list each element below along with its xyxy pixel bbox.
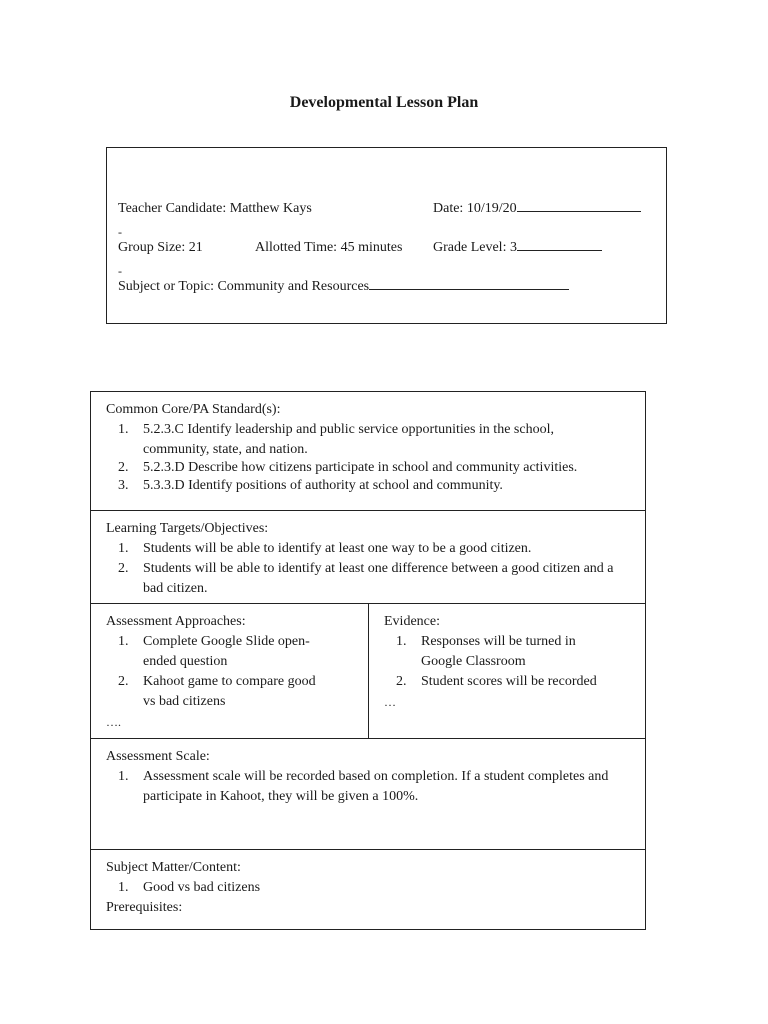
scale-row — [91, 739, 645, 850]
teacher-candidate: Teacher Candidate: Matthew Kays — [118, 201, 312, 216]
lesson-plan-table — [90, 391, 646, 930]
assessment-list — [106, 632, 368, 712]
list-item: 1. Students will be able to identify at least one way to be a good citizen. — [118, 541, 532, 556]
assessment-heading: Assessment Approaches: — [106, 614, 246, 629]
prerequisites-heading: Prerequisites: — [106, 900, 183, 915]
list-item: 1. Good vs bad citizens — [118, 880, 261, 895]
grade-underline — [517, 238, 602, 251]
objectives-row — [91, 511, 645, 604]
subject-field — [118, 277, 569, 297]
date-underline — [517, 199, 641, 212]
list-item: 1. Complete Google Slide open-ended question — [118, 634, 310, 669]
assessment-row — [91, 604, 645, 739]
list-item: 2. Student scores will be recorded — [396, 674, 597, 689]
header-info-box — [106, 147, 667, 324]
objectives-list — [106, 539, 645, 599]
content-heading: Subject Matter/Content: — [106, 860, 241, 875]
dash-mark: - — [118, 225, 122, 239]
objectives-cell — [91, 511, 645, 603]
subject-label: Subject or Topic: Community and Resources — [118, 279, 370, 294]
date-field — [433, 199, 641, 219]
scale-heading: Assessment Scale: — [106, 749, 210, 764]
dash-mark: - — [118, 264, 122, 278]
assessment-ellipsis: …. — [106, 715, 121, 729]
list-item: 3. 5.3.3.D Identify positions of authority at school and community. — [118, 478, 503, 493]
evidence-ellipsis: … — [384, 695, 396, 709]
assessment-cell — [91, 604, 369, 738]
date-label: Date: 10/19/20 — [433, 201, 517, 216]
list-item: 2. Students will be able to identify at least one difference between a good citizen and a bad citizen. — [118, 561, 614, 596]
standards-cell — [91, 392, 645, 510]
allotted-time: Allotted Time: 45 minutes — [255, 240, 403, 255]
scale-list — [106, 767, 645, 807]
list-item: 1. Responses will be turned in Google Classroom — [396, 634, 576, 669]
group-size: Group Size: 21 — [118, 240, 203, 255]
evidence-list — [384, 632, 645, 692]
objectives-heading: Learning Targets/Objectives: — [106, 521, 269, 536]
evidence-cell — [369, 604, 645, 738]
list-item: 2. 5.2.3.D Describe how citizens participate in school and community activities. — [118, 460, 578, 475]
standards-row — [91, 392, 645, 511]
scale-cell — [91, 739, 645, 849]
grade-level-label: Grade Level: 3 — [433, 240, 517, 255]
content-cell — [91, 850, 645, 930]
page-title: Developmental Lesson Plan — [289, 94, 479, 111]
standards-list — [106, 420, 645, 496]
content-row — [91, 850, 645, 930]
grade-level-field — [433, 238, 602, 258]
list-item: 1. 5.2.3.C Identify leadership and public service opportunities in the school, community, state, and nation. — [118, 422, 554, 457]
standards-heading: Common Core/PA Standard(s): — [106, 402, 281, 417]
list-item: 2. Kahoot game to compare good vs bad citizens — [118, 674, 316, 709]
evidence-heading: Evidence: — [384, 614, 440, 629]
list-item: 1. Assessment scale will be recorded based on completion. If a student completes and participate in Kahoot, they will be given a 100%. — [118, 769, 609, 804]
subject-underline — [369, 277, 569, 290]
content-list — [106, 878, 645, 898]
